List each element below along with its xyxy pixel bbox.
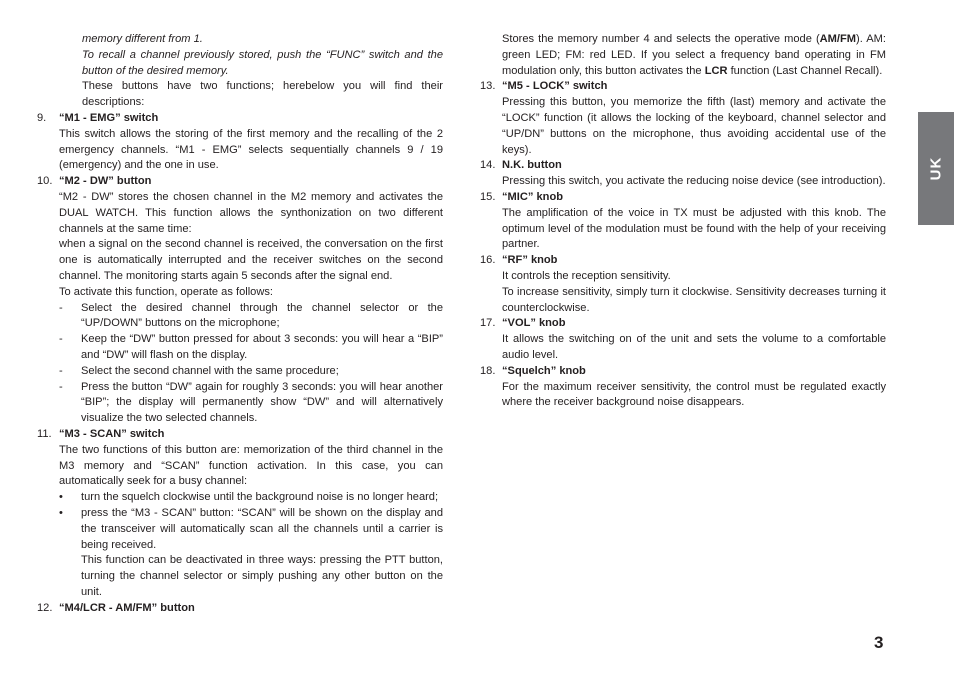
- item-text: The amplification of the voice in TX must be adjusted with this knob. The optimum level of the modulation must be found with the help of your receiving partner.: [502, 206, 886, 251]
- item-title: “M3 - SCAN” switch: [59, 427, 165, 440]
- item-18-heading: [480, 364, 886, 380]
- item-16-heading: [480, 253, 886, 269]
- dash-marker: -: [59, 380, 63, 393]
- dash-marker: -: [59, 333, 63, 346]
- item-12-heading: [37, 601, 443, 617]
- list-item-text: press the “M3 - SCAN” button: “SCAN” will be shown on the display and the transceiver will automatically scan all the channels until a carrier is being received.: [81, 506, 443, 551]
- bullet-marker: •: [59, 506, 63, 519]
- item-title: “VOL” knob: [502, 317, 566, 330]
- item-10-heading: [37, 174, 443, 190]
- page-number: 3: [874, 633, 884, 652]
- item-13: [480, 79, 886, 158]
- text-run: ). AM: green LED; FM: red LED. If you select a frequency band operating in FM modulation only, this button activates the: [502, 33, 886, 77]
- intro-functions-text: These buttons have two functions; herebelow you will find their descriptions:: [82, 80, 443, 109]
- bold-term: AM/FM: [819, 33, 857, 45]
- item-text: This switch allows the storing of the first memory and the recalling of the 2 emergency channels. “M1 - EMG” selects sequentially channels 9 / 19 (emergency) and the one in use.: [59, 127, 443, 172]
- bold-term: LCR: [704, 64, 728, 77]
- item-11-heading: [37, 427, 443, 443]
- item-number: 11.: [37, 427, 52, 440]
- dash-list-item: [59, 301, 443, 333]
- item-17-heading: [480, 316, 886, 332]
- item-number: 12.: [37, 601, 53, 614]
- item-title: “M4/LCR - AM/FM” button: [59, 601, 195, 614]
- item-text: It allows the switching on of the unit and sets the volume to a comfortable audio level.: [502, 333, 886, 361]
- item-text: For the maximum receiver sensitivity, the control must be regulated exactly where the receiver background noise disappears.: [502, 380, 886, 409]
- list-item-text: Press the button “DW” again for roughly 3 seconds: you will hear another “BIP”; the display will permanently show “DW” and will alternatively visualize the two selected channels.: [81, 380, 443, 425]
- item-15-heading: [480, 190, 886, 206]
- item-title: “M1 - EMG” switch: [59, 111, 159, 124]
- text-run: Stores the memory number 4 and selects the operative mode (: [502, 33, 820, 45]
- item-number: 13.: [480, 80, 496, 93]
- item-18: [480, 364, 886, 411]
- language-tab-label: UK: [927, 156, 945, 181]
- dash-list-item: [59, 332, 443, 364]
- item-12: [37, 601, 443, 617]
- item-12-continued-text: [480, 32, 886, 79]
- item-text: when a signal on the second channel is received, the conversation on the first one is automatically interrupted and the receiver switches on the second channel. The monitoring starts again 5 seconds after the signal end.: [59, 238, 443, 282]
- item-title: “MIC” knob: [502, 190, 564, 203]
- right-column: [480, 32, 886, 411]
- dash-list-item: [59, 364, 443, 380]
- item-11: [37, 427, 443, 601]
- item-title: N.K. button: [502, 159, 562, 172]
- bullet-list-item: [59, 506, 443, 553]
- item-text: It controls the reception sensitivity.: [502, 269, 671, 282]
- bullet-list-item: [59, 490, 443, 506]
- item-13-heading: [480, 79, 886, 95]
- intro-recall-text: To recall a channel previously stored, push the “FUNC” switch and the button of the desired memory.: [82, 48, 443, 77]
- item-number: 10.: [37, 175, 53, 188]
- item-10: [37, 174, 443, 427]
- text-run: function (Last Channel Recall).: [727, 64, 883, 77]
- item-15: [480, 190, 886, 253]
- item-text: “M2 - DW” stores the chosen channel in the M2 memory and activates the DUAL WATCH. This function allows the synthonization on two different channels at the same time:: [59, 190, 443, 235]
- dash-marker: -: [59, 364, 63, 377]
- list-item-text: turn the squelch clockwise until the background noise is no longer heard;: [81, 491, 439, 504]
- dash-marker: -: [59, 301, 63, 314]
- item-text: The two functions of this button are: memorization of the third channel in the M3 memory and “SCAN” function activation. In this case, you can automatically seek for a busy channel:: [59, 443, 443, 488]
- item-17: [480, 316, 886, 363]
- item-text: To activate this function, operate as follows:: [59, 285, 273, 298]
- item-text: Pressing this switch, you activate the reducing noise device (see introduction).: [502, 175, 886, 188]
- list-item-text: Keep the “DW” button pressed for about 3 seconds: you will hear a “BIP” and “DW” will flash on the display.: [81, 333, 443, 361]
- item-16: [480, 253, 886, 316]
- list-item-text: Select the second channel with the same procedure;: [81, 364, 339, 377]
- item-text: This function can be deactivated in three ways: pressing the PTT button, turning the channel selector or simply pushing any other button on the unit.: [81, 554, 443, 598]
- item-number: 18.: [480, 364, 496, 377]
- item-9: [37, 111, 443, 174]
- item-title: “RF” knob: [502, 254, 558, 267]
- list-item-text: Select the desired channel through the channel selector or the “UP/DOWN” buttons on the microphone;: [81, 301, 443, 330]
- item-text: Pressing this button, you memorize the fifth (last) memory and activate the “LOCK” function (it allows the locking of the keyboard, channel selector and “UP/DN” buttons on the microphone, thus avoiding accidental use of the keys).: [502, 96, 886, 156]
- dash-list-item: [59, 380, 443, 427]
- bullet-marker: •: [59, 491, 63, 504]
- left-column: [37, 32, 443, 616]
- intro-line: memory different from 1.: [82, 33, 203, 45]
- item-number: 15.: [480, 190, 496, 203]
- item-title: “M2 - DW” button: [59, 175, 152, 188]
- item-text: To increase sensitivity, simply turn it clockwise. Sensitivity decreases turning it counterclockwise.: [502, 285, 886, 314]
- language-tab: [918, 112, 954, 225]
- item-title: “Squelch” knob: [502, 364, 586, 377]
- item-14: [480, 158, 886, 190]
- item-number: 17.: [480, 317, 496, 330]
- item-9-heading: [37, 111, 443, 127]
- item-number: 14.: [480, 159, 496, 172]
- item-title: “M5 - LOCK” switch: [502, 80, 608, 93]
- item-number: 16.: [480, 254, 496, 267]
- item-14-heading: [480, 158, 886, 174]
- item-number: 9.: [37, 111, 47, 124]
